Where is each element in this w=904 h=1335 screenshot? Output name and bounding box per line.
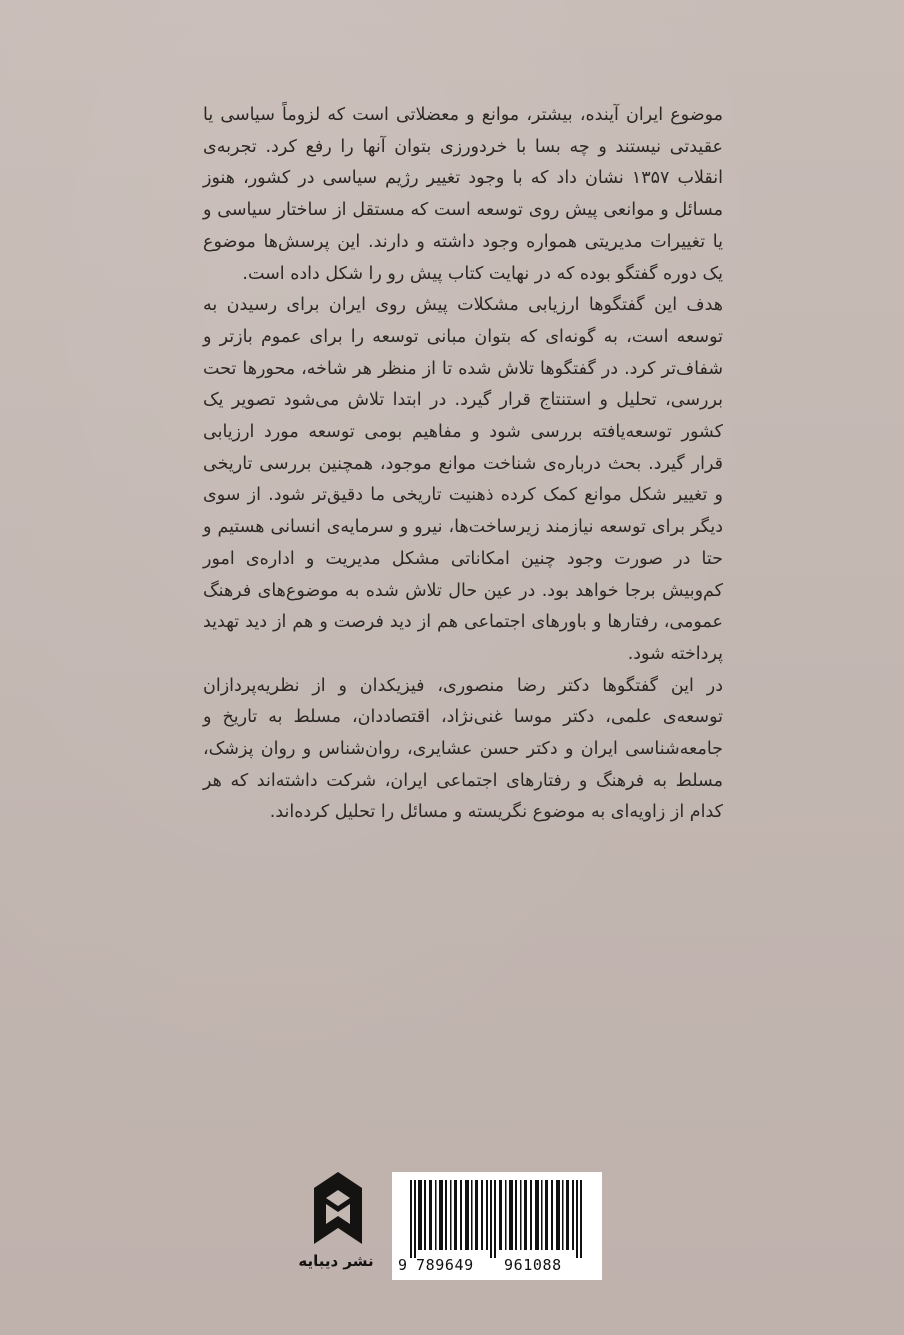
publisher-mark xyxy=(300,1168,372,1292)
blurb-paragraph-1: موضوع ایران آینده، بیشتر، موانع و معضلاتی است که لزوماً سیاسی یا عقیدتی نیستند و چه بسا با خردورزی بتوان آنها را رفع کرد. تجربه‌ی انقلاب ۱۳۵۷ نشان داد که با وجود تغییر رژیم سیاسی در کشور، هنوز مسائل و موانعی پیش روی توسعه است که مستقل از ساختار سیاسی و یا تغییرات مدیریتی همواره وجود داشته و دارند. این پرسش‌ها موضوع یک دوره گفتگو بوده که در نهایت کتاب پیش رو را شکل داده است. xyxy=(203,105,723,284)
isbn-group-2: 961088 xyxy=(504,1256,562,1274)
book-chevron-logo-icon xyxy=(312,1168,364,1248)
barcode-icon xyxy=(410,1180,584,1258)
isbn-lead-digit: 9 xyxy=(398,1256,408,1274)
isbn-group-1: 789649 xyxy=(416,1256,474,1274)
blurb-paragraph-3: در این گفتگوها دکتر رضا منصوری، فیزیکدان و از نظریه‌پردازان توسعه‌ی علمی، دکتر موسا غنی‌نژاد، اقتصاددان، مسلط به تاریخ و جامعه‌شناسی ایران و دکتر حسن عشایری، روان‌شناس و روان پزشک، مسلط به فرهنگ و رفتارهای اجتماعی ایران، شرکت داشته‌اند که هر کدام از زاویه‌ای به موضوع نگریسته و مسائل را تحلیل کرده‌اند. xyxy=(203,675,723,823)
publisher-name: نشر دیبایه xyxy=(298,1252,374,1270)
blurb-text xyxy=(203,100,723,829)
isbn-barcode xyxy=(392,1172,602,1280)
isbn-number xyxy=(392,1256,602,1278)
blurb-paragraph-2: هدف این گفتگوها ارزیابی مشکلات پیش روی ایران برای رسیدن به توسعه است، به گونه‌ای که بتوان مبانی توسعه را برای عموم بازتر و شفاف‌تر کرد. در گفتگوها تلاش شده تا از منظر هر شاخه، محورها تحت بررسی، تحلیل و استنتاج قرار گیرد. در ابتدا تلاش می‌شود تصویر یک کشور توسعه‌یافته بررسی شود و مفاهیم بومی توسعه مورد ارزیابی قرار گیرد. بحث درباره‌ی شناخت موانع موجود، همچنین بررسی تاریخی و تغییر شکل موانع کمک کرده ذهنیت تاریخی ما دقیق‌تر شود. از سوی دیگر برای توسعه نیازمند زیرساخت‌ها، نیرو و سرمایه‌ی انسانی هستیم و حتا در صورت وجود چنین امکاناتی مشکل مدیریت و اداره‌ی امور کم‌وبیش برجا خواهد بود. در عین حال تلاش شده به موضوع‌های فرهنگ عمومی، رفتارها و باورهای اجتماعی هم از دید فرصت و هم از دید تهدید پرداخته شود. xyxy=(203,295,723,664)
